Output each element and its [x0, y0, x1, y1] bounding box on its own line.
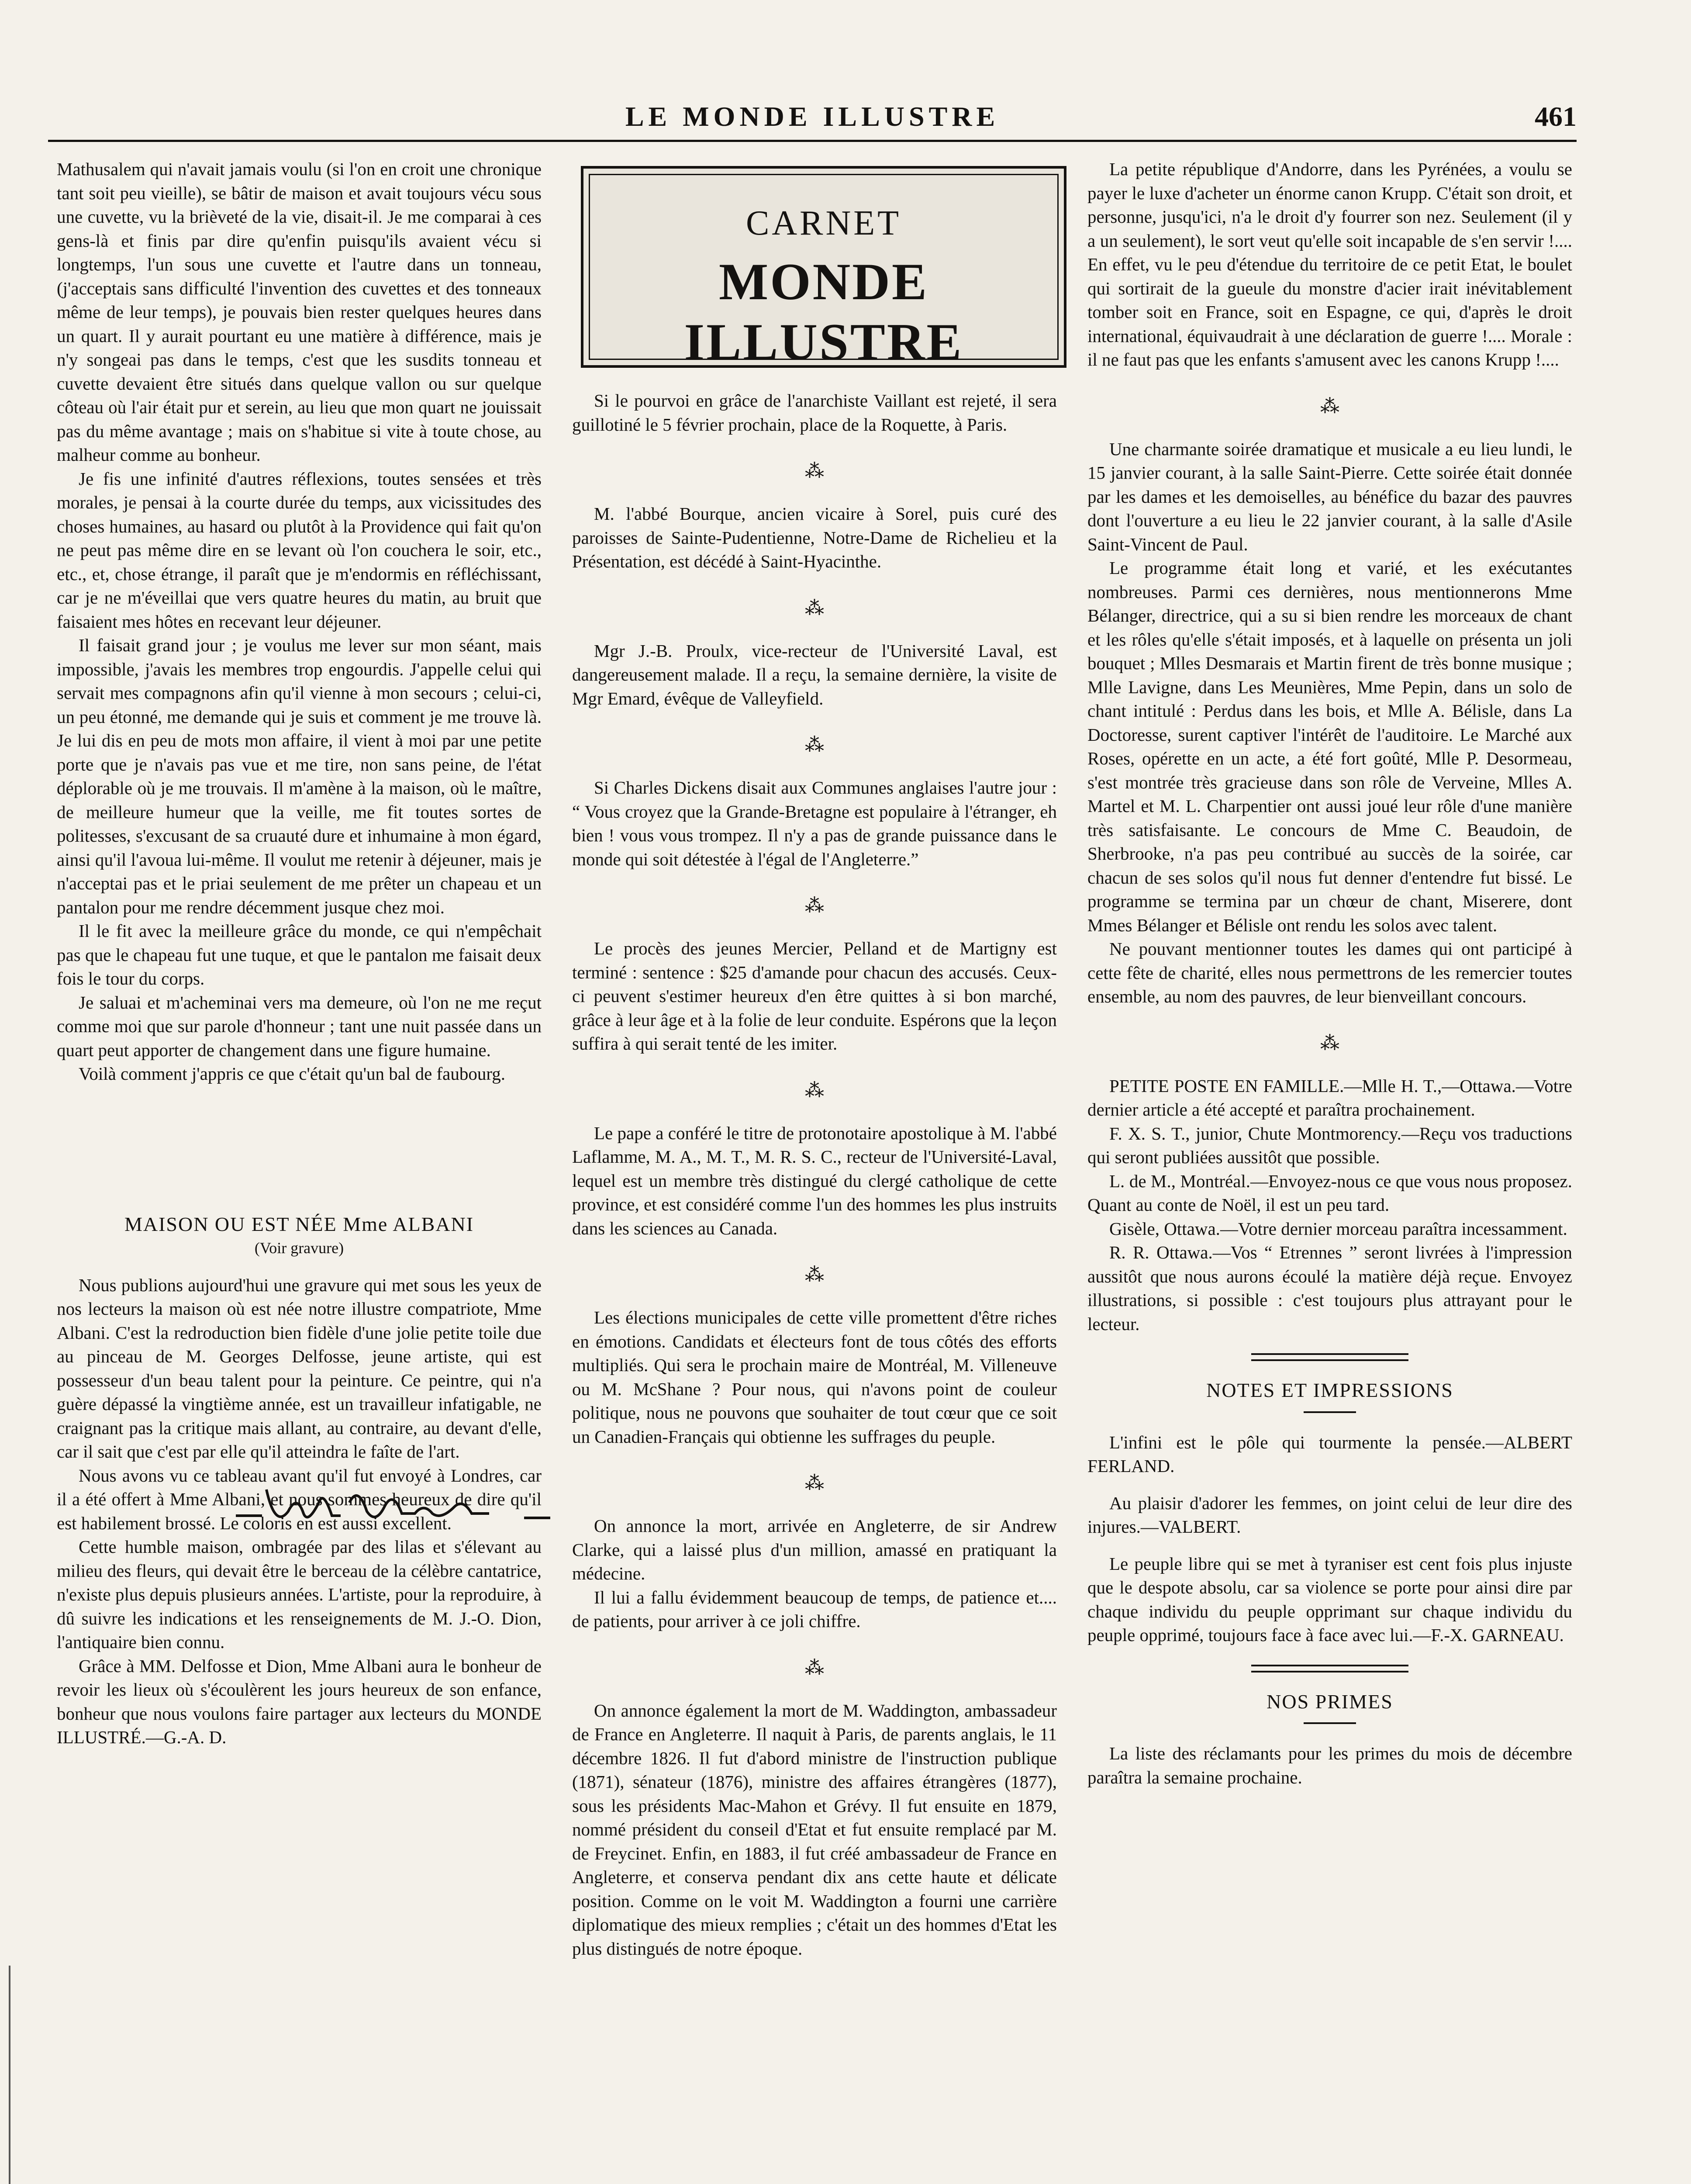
poste-item: L. de M., Montréal.—Envoyez-nous ce que vous nous proposez. Quant au conte de Noël, il est un peu tard.	[1087, 1171, 1572, 1215]
article-paragraph: Mathusalem qui n'avait jamais voulu (si l'on en croit une chronique tant soit peu vieille), se bâtir de maison et avait toujours vécu sous une cuvette, vu la brièveté de la vie, disait-il. Je me comparai à ces gens-là et finis par dire qu'enfin puisqu'ils avaient vécu si longtemps, l'un sous une cuvette et l'autre dans un tonneau, (j'acceptais sans difficulté l'invention des cuvettes et des tonneaux même de leur temps), je pouvais bien rester quelques heures dans un quart. Il y aurait pourtant eu une matière à différence, mais je n'y songeai pas dans le temps, c'est que les susdits tonneau et cuvette devaient être situés dans quelque vallon ou sur quelque côteau où l'air était pur et serein, au lieu que mon quart ne jouissait pas du même avantage ; mais on s'habitue si vite à toute chose, au malheur comme au bonheur.	[57, 159, 542, 465]
article-paragraph: Voilà comment j'appris ce que c'était qu'un bal de faubourg.	[79, 1064, 506, 1084]
primes-title: NOS PRIMES	[1267, 1690, 1393, 1713]
article-paragraph: Il faisait grand jour ; je voulus me lever sur mon séant, mais impossible, j'avais les membres trop engourdis. J'appelle celui qui servait mes compagnons afin qu'il vienne à mon secours ; celui-ci, un peu étonné, me demande qui je suis et comment je me trouve là. Je lui dis en peu de mots mon affaire, il vient à moi par une petite porte que je n'avais pas vue et me tire, non sans peine, de l'état déplorable où je me trouvais. Il m'amène à la maison, où le maître, de meilleure humeur que la veille, me fit toutes sortes de politesses, s'excusant de sa cruauté dure et inhumaine à mon égard, ainsi qu'il l'avoua lui-même. Il voulut me retenir à déjeuner, mais je n'acceptai pas et le priai seulement de me prêter un chapeau et un pantalon pour me rendre décemment jusque chez moi.	[57, 635, 542, 917]
notes-title: NOTES ET IMPRESSIONS	[1206, 1379, 1453, 1401]
article-paragraph: Les élections municipales de cette ville promettent d'être riches en émotions. Candidats et électeurs font de tous côtés des efforts multipliés. Qui sera le prochain maire de Montréal, M. Villeneuve ou M. McShane ? Pour nous, qui n'avons point de couleur politique, nous ne pouvons que souhaiter de tout cœur que ce soit un Canadien-Français qui obtienne les suffrages du peuple.	[572, 1307, 1057, 1447]
banner-carnet: CARNET	[746, 204, 901, 242]
separator-stars: ⁂	[805, 460, 824, 482]
article-paragraph: Je fis une infinité d'autres réflexions, toutes sensées et très morales, je pensai à la courte durée du temps, aux vicissitudes des choses humaines, au hasard ou plutôt à la Providence qui fait qu'on ne peut pas même dire en se levant où l'on couchera le soir, etc., etc., et, chose étrange, il paraît que je m'endormis en réfléchissant, car je ne m'éveillai que vers quatre heures du matin, au bruit que faisaient mes hôtes en recevant leur déjeuner.	[57, 468, 542, 632]
note-item: Au plaisir d'adorer les femmes, on joint celui de leur dire des injures.—VALBERT.	[1087, 1493, 1572, 1537]
note-item: Le peuple libre qui se met à tyraniser est cent fois plus injuste que le despote absolu, car sa violence se porte pour ainsi dire par chaque individu du peuple opprimant sur chaque individu du peuple opprimé, toujours face à face avec lui.—F.-X. GARNEAU.	[1087, 1553, 1572, 1645]
article-paragraph: Le procès des jeunes Mercier, Pelland et de Martigny est terminé : sentence : $25 d'amande pour chacun des accusés. Ceux-ci peuvent s'estimer heureux d'en être quittes à si bon marché, grâce à leur âge et à la folie de leur conduite. Espérons que la leçon suffira à qui serait tenté de les imiter.	[572, 938, 1057, 1054]
article-paragraph: Ne pouvant mentionner toutes les dames qui ont participé à cette fête de charité, elles nous permettrons de les remercier toutes ensemble, au nom des pauvres, de leur bienveillant concours.	[1087, 939, 1572, 1006]
title-underline	[1304, 1411, 1356, 1413]
article-paragraph: Je saluai et m'acheminai vers ma demeure, où l'on ne me reçut comme moi que sur parole d'honneur ; tant une nuit passée dans un quart peut apporter de changement dans une figure humaine.	[57, 992, 542, 1060]
signature-space	[57, 1086, 542, 1213]
separator-stars: ⁂	[805, 1657, 824, 1679]
poste-item: PETITE POSTE EN FAMILLE.—Mlle H. T.,—Ottawa.—Votre dernier article a été accepté et paraîtra prochainement.	[1087, 1075, 1572, 1120]
albani-subtitle: (Voir gravure)	[254, 1239, 344, 1257]
article-paragraph: Si Charles Dickens disait aux Communes anglaises l'autre jour : “ Vous croyez que la Grande-Bretagne est populaire à l'étranger, eh bien ! vous vous trompez. Il n'y a pas de grande puissance dans le monde qui soit détestée à l'égal de l'Angleterre.”	[572, 778, 1057, 869]
article-paragraph: Il le fit avec la meilleure grâce du monde, ce qui n'empêchait pas que le chapeau fut une tuque, et que le pantalon me faisait deux fois le tour du corps.	[57, 921, 542, 988]
primes-text: La liste des réclamants pour les primes du mois de décembre paraîtra la semaine prochaine.	[1087, 1743, 1572, 1787]
note-item: L'infini est le pôle qui tourmente la pensée.—ALBERT FERLAND.	[1087, 1432, 1572, 1476]
article-paragraph: Nous publions aujourd'hui une gravure qui met sous les yeux de nos lecteurs la maison où est née notre illustre compatriote, Mme Albani. C'est la redroduction bien fidèle d'une jolie petite toile due au pinceau de M. Georges Delfosse, jeune artiste, qui est possesseur d'un beau talent pour la peinture. Ce peintre, qui n'a guère dépassé la vingtième année, est un travailleur infatigable, ne craignant pas la critique mais allant, au contraire, au devant d'elle, car il sait que c'est par elle qu'il atteindra le faîte de l'art.	[57, 1275, 542, 1462]
masthead-title: LE MONDE ILLUSTRE	[625, 101, 1000, 132]
separator-stars: ⁂	[805, 1079, 824, 1101]
column-middle	[572, 389, 1057, 1960]
separator-stars: ⁂	[805, 1472, 824, 1494]
handwritten-signature	[227, 1476, 559, 1533]
article-paragraph: Une charmante soirée dramatique et musicale a eu lieu lundi, le 15 janvier courant, à la salle Saint-Pierre. Cette soirée était donnée par les dames et les demoiselles, au bénéfice du bazar des pauvres dont l'ouverture a eu lieu le 22 janvier courant, à la salle d'Asile Saint-Vincent de Paul.	[1087, 439, 1572, 554]
article-paragraph: On annonce également la mort de M. Waddington, ambassadeur de France en Angleterre. Il naquit à Paris, de parents anglais, le 11 décembre 1826. Il fut d'abord ministre de l'instruction publique (1871), sénateur (1876), ministre des affaires étrangères (1877), sous les présidents Mac-Mahon et Grévy. Il fut ensuite en 1879, nommé président du conseil d'Etat et fut ensuite remplacé par M. de Freycinet. Enfin, en 1883, il fut créé ambassadeur de France en Angleterre, et conserva pendant dix ans cette haute et délicate position. Comme on le voit M. Waddington a fourni une carrière diplomatique des mieux remplies ; c'était un des hommes d'Etat les plus distingués de notre époque.	[572, 1700, 1057, 1959]
header-rule	[48, 140, 1577, 146]
carnet-banner	[581, 166, 1066, 371]
article-paragraph: On annonce la mort, arrivée en Angleterre, de sir Andrew Clarke, qui a laissé plus d'un million, amassé en pratiquant la médecine.	[572, 1516, 1057, 1583]
page-header	[48, 100, 1577, 140]
poste-item: F. X. S. T., junior, Chute Montmorency.—Reçu vos traductions qui seront publiées aussitôt que possible.	[1087, 1123, 1572, 1167]
article-paragraph: Il lui a fallu évidemment beaucoup de temps, de patience et.... de patients, pour arriver à ce joli chiffre.	[572, 1587, 1057, 1631]
title-underline	[1304, 1722, 1356, 1724]
separator-stars: ⁂	[805, 597, 824, 619]
page-number: 461	[1535, 101, 1577, 132]
albani-title: MAISON OU EST NÉE Mme ALBANI	[124, 1213, 474, 1235]
banner-monde-illustre: MONDE ILLUSTRE	[684, 252, 963, 371]
article-paragraph: Le programme était long et varié, et les exécutantes nombreuses. Parmi ces dernières, nous mentionnerons Mme Bélanger, directrice, qui a su si bien rendre les morceaux de chant et les rôles qu'elle s'était imposés, et à laquelle on présenta un joli bouquet ; Mlles Desmarais et Martin firent de très bonne musique ; Mlle Lavigne, dans Les Meunières, Mme Pepin, dans un solo de chant intitulé : Perdus dans les bois, et Mlle A. Bélisle, dans La Doctoresse, surent captiver l'intérêt de l'auditoire. Le Marché aux Roses, opérette en un acte, a été fort goûté, Mlle P. Desormeau, s'est montrée très gracieuse dans son rôle de Verveine, Mlles A. Martel et M. L. Charpentier ont aussi joué leur rôle d'une manière très satisfaisante. Le concours de Mme C. Beaudoin, de Sherbrooke, n'a pas peu contribué au succès de la soirée, car chacun de ses solos qu'il nous fut denner d'entendre fut bissé. Le programme se termina par un chœur de chant, Miserere, dont Mmes Bélanger et Bélisle ont rendu les solos avec talent.	[1087, 558, 1572, 935]
column-right	[1087, 157, 1572, 1789]
article-paragraph: Si le pourvoi en grâce de l'anarchiste Vaillant est rejeté, il sera guillotiné le 5 février prochain, place de la Roquette, à Paris.	[572, 390, 1057, 435]
section-divider	[1251, 1353, 1408, 1361]
page-edge-line	[9, 1966, 10, 2184]
separator-stars: ⁂	[805, 1264, 824, 1286]
separator-stars: ⁂	[805, 734, 824, 756]
article-paragraph: Cette humble maison, ombragée par des lilas et s'élevant au milieu des fleurs, qui devait être le berceau de la célèbre cantatrice, n'existe plus depuis plusieurs années. L'artiste, pour la reproduire, à dû suivre les indications et les renseignements de M. J.-O. Dion, l'antiquaire bien connu.	[57, 1537, 542, 1652]
article-paragraph: M. l'abbé Bourque, ancien vicaire à Sorel, puis curé des paroisses de Sainte-Pudentienne, Notre-Dame de Richelieu et la Présentation, est décédé à Saint-Hyacinthe.	[572, 504, 1057, 571]
separator-stars: ⁂	[1320, 1032, 1339, 1054]
article-paragraph: Le pape a conféré le titre de protonotaire apostolique à M. l'abbé Laflamme, M. A., M. T., M. R. S. C., recteur de l'Université-Laval, lequel est un membre très distingué du clergé catholique de cette province, et est considéré comme l'un des hommes les plus instruits dans les sciences au Canada.	[572, 1123, 1057, 1238]
separator-stars: ⁂	[805, 895, 824, 916]
article-paragraph: Grâce à MM. Delfosse et Dion, Mme Albani aura le bonheur de revoir les lieux où s'écoulèrent les jours heureux de son enfance, bonheur que nous voulons faire partager aux lecteurs du MONDE ILLUSTRÉ.—G.-A. D.	[57, 1655, 542, 1747]
poste-item: Gisèle, Ottawa.—Votre dernier morceau paraîtra incessamment.	[1109, 1218, 1567, 1239]
section-divider	[1251, 1665, 1408, 1673]
separator-stars: ⁂	[1320, 395, 1339, 417]
article-paragraph: Mgr J.-B. Proulx, vice-recteur de l'Université Laval, est dangereusement malade. Il a reçu, la semaine dernière, la visite de Mgr Emard, évêque de Valleyfield.	[572, 640, 1057, 708]
poste-item: R. R. Ottawa.—Vos “ Etrennes ” seront livrées à l'impression aussitôt que nous aurons écoulé la matière déjà reçue. Envoyez illustrations, si possible : c'est toujours plus attrayant pour le lecteur.	[1087, 1242, 1572, 1334]
article-paragraph: Nous avons vu ce tableau avant qu'il fut envoyé à Londres, car il a été offert à Mme Albani, et nous sommes heureux de dire qu'il est habilement brossé. Le coloris en est aussi excellent.	[57, 1465, 542, 1533]
article-paragraph: La petite république d'Andorre, dans les Pyrénées, a voulu se payer le luxe d'acheter un énorme canon Krupp. C'était son droit, et personne, jusqu'ici, n'a le droit d'y fourrer son nez. Seulement (il y a un seulement), le sort veut qu'elle soit incapable de s'en servir !.... En effet, vu le peu d'étendue du territoire de ce petit Etat, le boulet qui sortirait de la gueule du monstre d'acier irait inévitablement tomber soit en France, soit en Espagne, ce qui, d'après le droit international, équivaudrait à une déclaration de guerre !.... Morale : il ne faut pas que les enfants s'amusent avec les canons Krupp !....	[1087, 159, 1572, 370]
